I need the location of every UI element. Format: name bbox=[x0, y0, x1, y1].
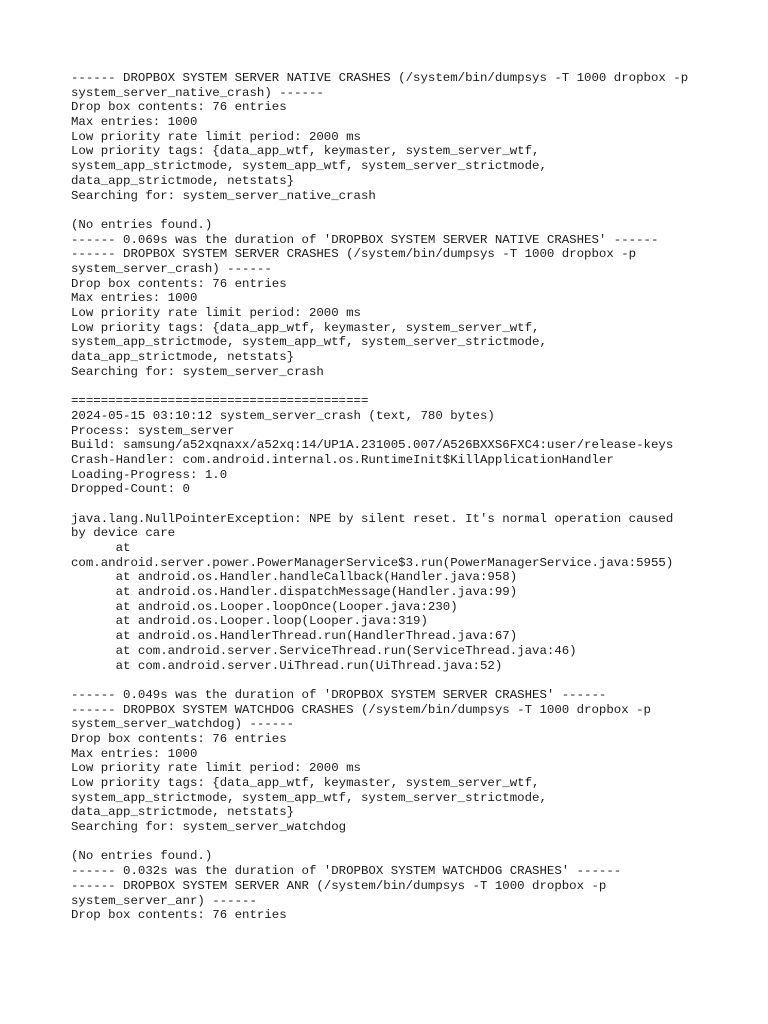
log-line: by device care bbox=[71, 526, 176, 541]
log-line: Crash-Handler: com.android.internal.os.RuntimeInit$KillApplicationHandler bbox=[71, 452, 614, 467]
log-line: system_app_strictmode, system_app_wtf, system_server_strictmode, bbox=[71, 159, 547, 174]
log-line bbox=[71, 379, 751, 394]
log-line: Drop box contents: 76 entries bbox=[71, 908, 287, 923]
log-line: Max entries: 1000 bbox=[71, 746, 198, 761]
log-line: at android.os.Handler.handleCallback(Handler.java:958) bbox=[71, 570, 518, 585]
log-line: Drop box contents: 76 entries bbox=[71, 100, 287, 115]
log-line: Build: samsung/a52xqnaxx/a52xq:14/UP1A.231005.007/A526BXXS6FXC4:user/release-keys bbox=[71, 438, 674, 453]
log-line: Low priority rate limit period: 2000 ms bbox=[71, 306, 361, 320]
log-line: Loading-Progress: 1.0 bbox=[71, 467, 228, 482]
log-line: system_server_anr) ------ bbox=[71, 893, 257, 908]
log-line: (No entries found.) bbox=[71, 849, 213, 864]
log-line: system_app_strictmode, system_app_wtf, system_server_strictmode, bbox=[71, 790, 547, 805]
log-line: system_app_strictmode, system_app_wtf, system_server_strictmode, bbox=[71, 335, 547, 350]
log-line bbox=[71, 203, 751, 218]
log-line: Drop box contents: 76 entries bbox=[71, 276, 287, 291]
log-line: ------ DROPBOX SYSTEM WATCHDOG CRASHES (/system/bin/dumpsys -T 1000 dropbox -p bbox=[71, 702, 651, 717]
log-line: Max entries: 1000 bbox=[71, 115, 198, 130]
log-line: at bbox=[71, 541, 131, 555]
log-line: Searching for: system_server_native_crash bbox=[71, 188, 376, 203]
log-line: ======================================== bbox=[71, 394, 369, 409]
log-line: Process: system_server bbox=[71, 423, 235, 438]
log-line: Max entries: 1000 bbox=[71, 291, 198, 306]
log-line: data_app_strictmode, netstats} bbox=[71, 350, 295, 365]
log-line: ------ 0.069s was the duration of 'DROPBOX SYSTEM SERVER NATIVE CRASHES' ------ bbox=[71, 232, 659, 247]
log-line: data_app_strictmode, netstats} bbox=[71, 173, 295, 188]
log-line: com.android.server.power.PowerManagerService$3.run(PowerManagerService.java:5955) bbox=[71, 555, 674, 570]
log-line: ------ DROPBOX SYSTEM SERVER ANR (/system/bin/dumpsys -T 1000 dropbox -p bbox=[71, 878, 607, 893]
log-line: Low priority tags: {data_app_wtf, keymaster, system_server_wtf, bbox=[71, 144, 540, 159]
log-line: 2024-05-15 03:10:12 system_server_crash (text, 780 bytes) bbox=[71, 408, 495, 423]
log-line: Dropped-Count: 0 bbox=[71, 482, 190, 497]
log-line bbox=[71, 835, 751, 850]
log-line: Drop box contents: 76 entries bbox=[71, 731, 287, 746]
log-line: data_app_strictmode, netstats} bbox=[71, 805, 295, 820]
log-line: ------ 0.032s was the duration of 'DROPBOX SYSTEM WATCHDOG CRASHES' ------ bbox=[71, 864, 622, 879]
log-line: Low priority tags: {data_app_wtf, keymaster, system_server_wtf, bbox=[71, 320, 540, 335]
log-line: Searching for: system_server_watchdog bbox=[71, 820, 347, 835]
log-line: ------ DROPBOX SYSTEM SERVER CRASHES (/system/bin/dumpsys -T 1000 dropbox -p bbox=[71, 247, 637, 262]
log-line: (No entries found.) bbox=[71, 217, 213, 232]
log-line: at com.android.server.ServiceThread.run(ServiceThread.java:46) bbox=[71, 643, 577, 658]
log-line: at android.os.Looper.loopOnce(Looper.java:230) bbox=[71, 599, 458, 614]
log-line: Low priority rate limit period: 2000 ms bbox=[71, 129, 361, 144]
log-line bbox=[71, 673, 751, 688]
log-line: at com.android.server.UiThread.run(UiThread.java:52) bbox=[71, 658, 503, 673]
log-line: ------ DROPBOX SYSTEM SERVER NATIVE CRASHES (/system/bin/dumpsys -T 1000 dropbox -p bbox=[71, 71, 689, 85]
log-line: system_server_crash) ------ bbox=[71, 261, 272, 276]
log-document bbox=[71, 71, 751, 923]
log-line: system_server_native_crash) ------ bbox=[71, 85, 324, 100]
log-line: Searching for: system_server_crash bbox=[71, 364, 324, 379]
log-line: at android.os.Handler.dispatchMessage(Handler.java:99) bbox=[71, 585, 518, 600]
log-line: java.lang.NullPointerException: NPE by silent reset. It's normal operation caused bbox=[71, 511, 674, 526]
log-line: Low priority rate limit period: 2000 ms bbox=[71, 761, 361, 776]
log-line bbox=[71, 497, 751, 512]
log-line: at android.os.Looper.loop(Looper.java:319) bbox=[71, 614, 428, 629]
log-line: system_server_watchdog) ------ bbox=[71, 717, 295, 732]
log-line: ------ 0.049s was the duration of 'DROPBOX SYSTEM SERVER CRASHES' ------ bbox=[71, 687, 607, 702]
log-line: at android.os.HandlerThread.run(HandlerThread.java:67) bbox=[71, 629, 518, 644]
log-line: Low priority tags: {data_app_wtf, keymaster, system_server_wtf, bbox=[71, 776, 540, 790]
